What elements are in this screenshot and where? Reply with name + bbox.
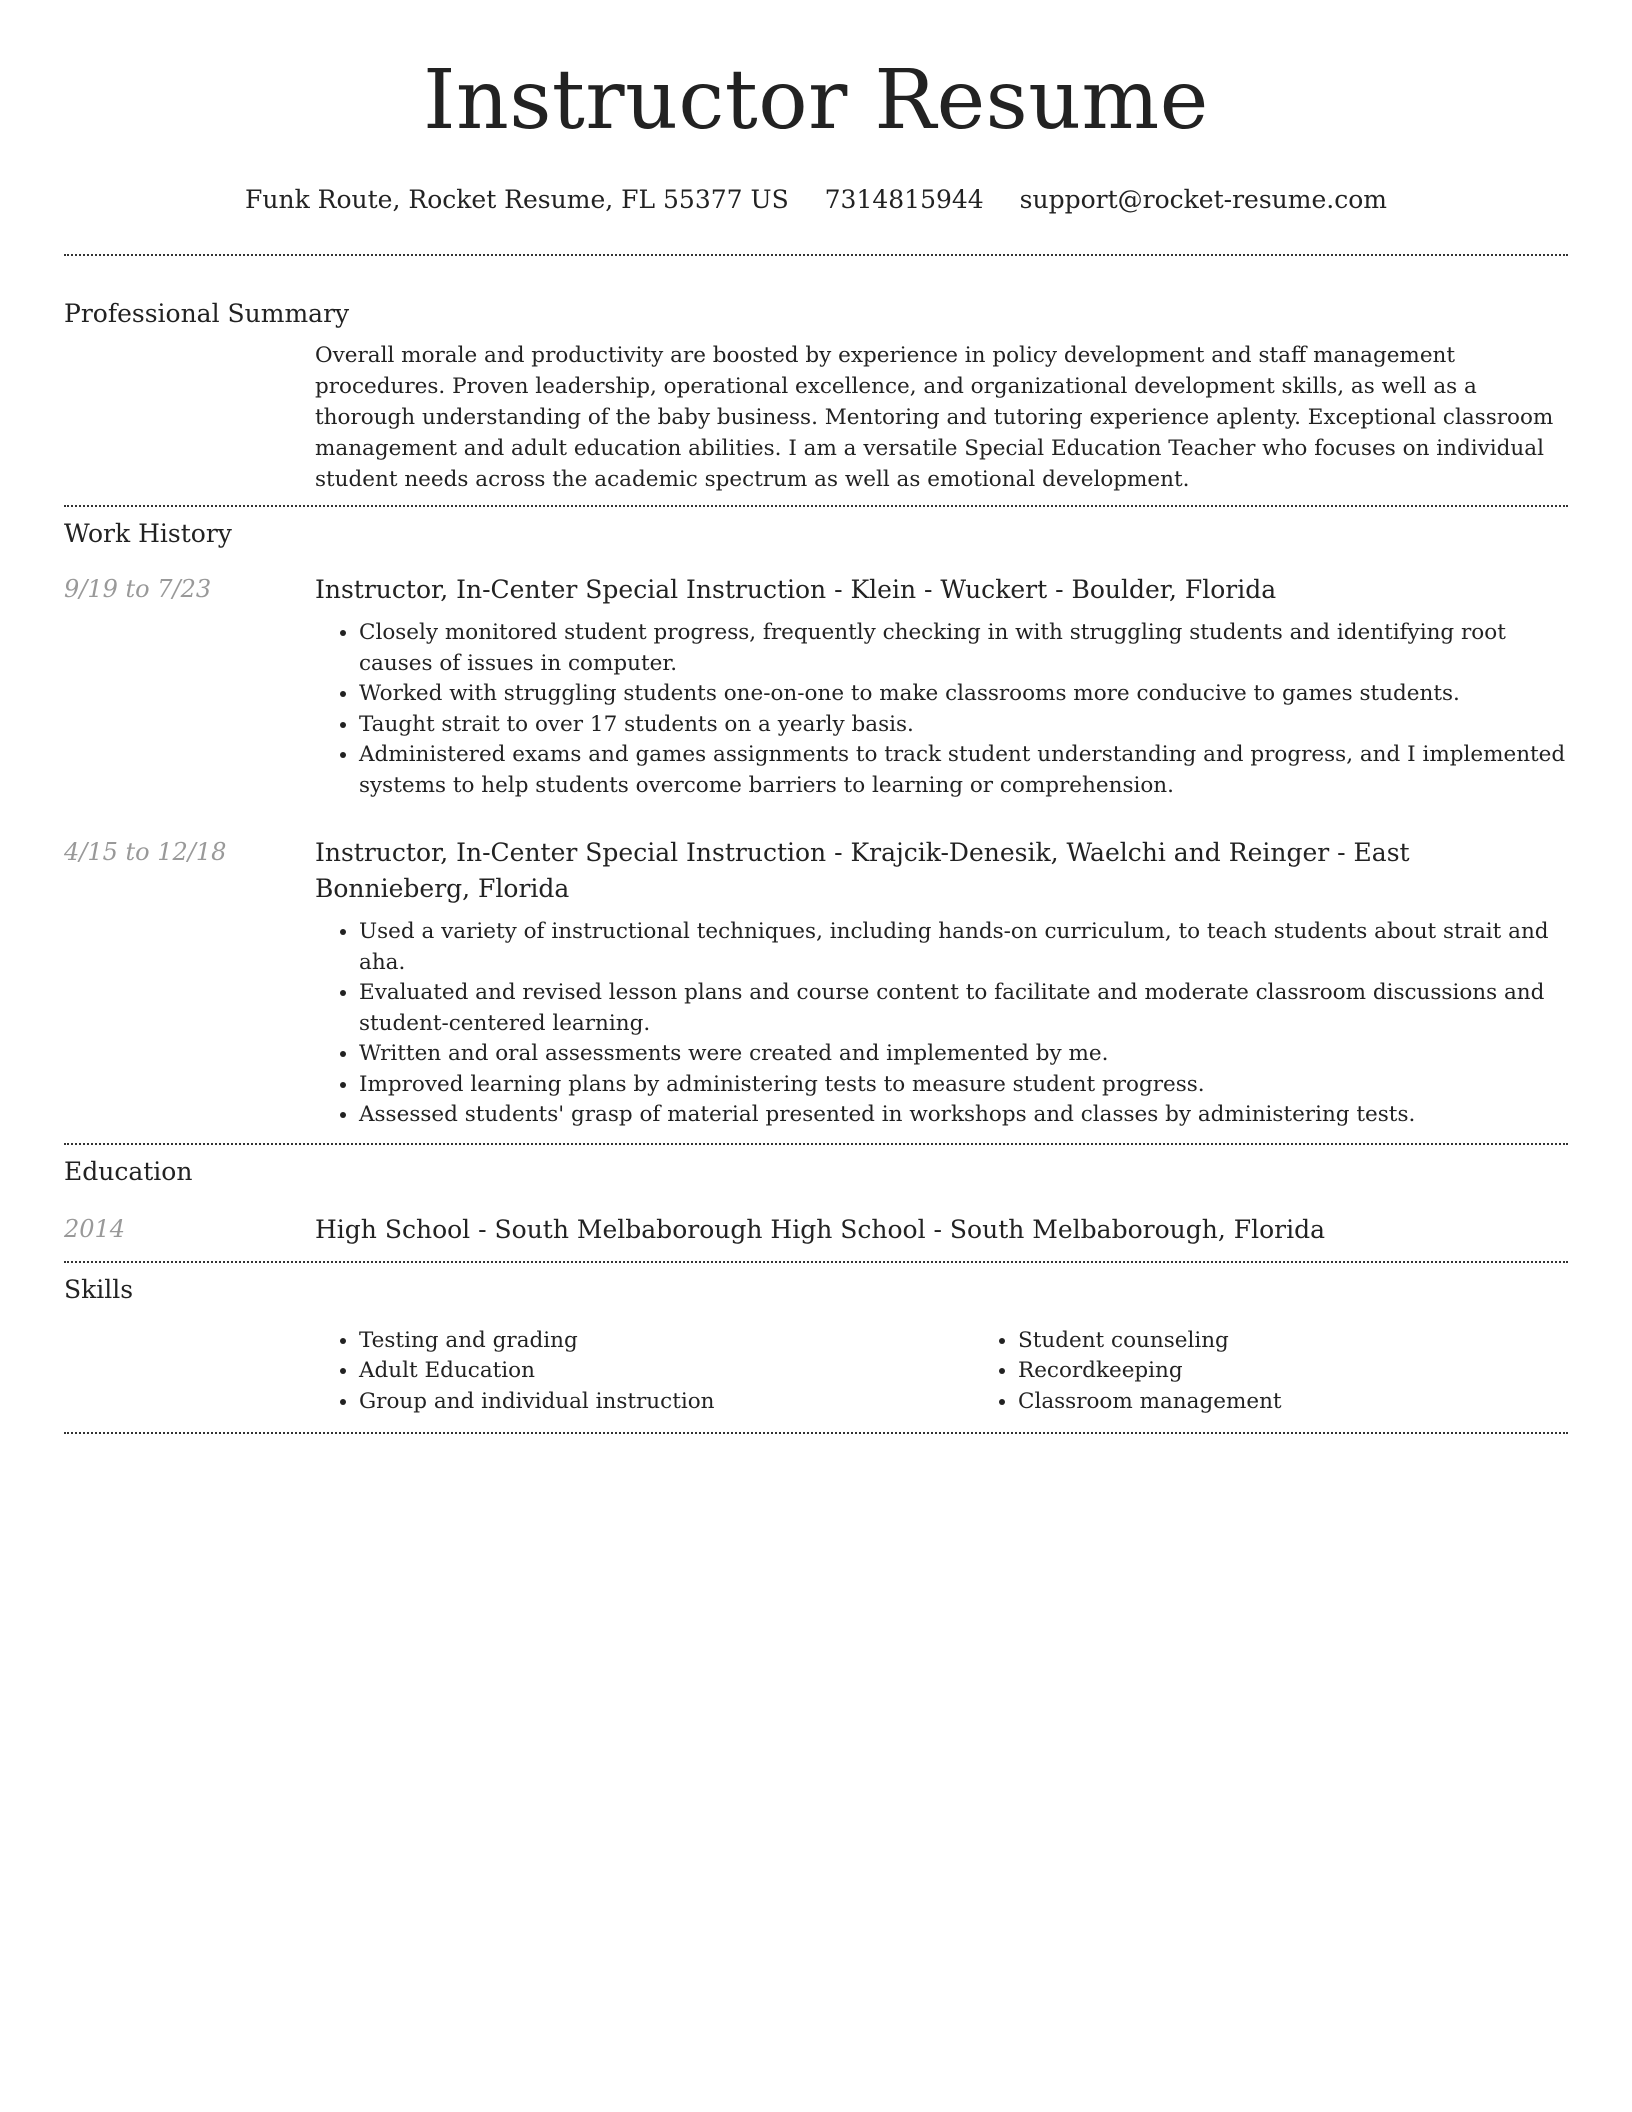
job-dates: 4/15 to 12/18 [64, 838, 227, 866]
list-item: • Used a variety of instructional techniques, including hands-on curriculum, to teach students about strait and aha. [359, 917, 1568, 978]
contact-phone: 7314815944 [824, 185, 984, 214]
divider [64, 505, 1568, 507]
skills-list-1 [315, 1326, 974, 1418]
list-item: • Assessed students' grasp of material presented in workshops and classes by administering tests. [359, 1100, 1568, 1131]
contact-line [64, 184, 1568, 216]
list-item: • Administered exams and games assignments to track student understanding and progress, and I implemented systems to help students overcome barriers to learning or comprehension. [359, 740, 1568, 801]
list-item: • Closely monitored student progress, frequently checking in with struggling students and identifying root causes of issues in computer. [359, 618, 1568, 679]
contact-email: support@rocket-resume.com [1019, 185, 1387, 214]
section-title-education: Education [64, 1156, 193, 1186]
education-year: 2014 [64, 1214, 126, 1243]
list-item: • Worked with struggling students one-on-one to make classrooms more conducive to games students. [359, 679, 1568, 710]
list-item: • Classroom management [1018, 1387, 1632, 1418]
job-title: Instructor, In-Center Special Instruction - Klein - Wuckert - Boulder, Florida [315, 575, 1277, 604]
job-entry [64, 572, 1568, 801]
divider [64, 1261, 1568, 1263]
skills-grid [315, 1326, 1632, 1418]
list-item: • Group and individual instruction [359, 1387, 974, 1418]
section-title-work: Work History [64, 519, 232, 548]
section-title-skills: Skills [64, 1274, 134, 1304]
job-dates: 9/19 to 7/23 [64, 575, 212, 603]
divider [64, 1143, 1568, 1145]
summary-text: Overall morale and productivity are boosted by experience in policy development and staff management procedures. Proven leadership, operational excellence, and organizational development skills, as well as a thorough understanding of the baby business. Mentoring and tutoring experience aplenty. Exceptional classroom management and adult education abilities. I am a versatile Special Education Teacher who focuses on individual student needs across the academic spectrum as well as emotional development. [315, 343, 1554, 492]
list-item: • Improved learning plans by administering tests to measure student progress. [359, 1070, 1568, 1101]
skills-list-2 [974, 1326, 1632, 1418]
job-title: Instructor, In-Center Special Instruction - Krajcik-Denesik, Waelchi and Reinger - East Bonnieberg, Florida [315, 838, 1410, 903]
contact-address: Funk Route, Rocket Resume, FL 55377 US [245, 185, 789, 214]
job-bullets [315, 618, 1568, 801]
education-text: High School - South Melbaborough High School - South Melbaborough, Florida [315, 1214, 1325, 1244]
list-item: • Written and oral assessments were created and implemented by me. [359, 1039, 1568, 1070]
list-item: • Testing and grading [359, 1326, 974, 1357]
list-item: • Adult Education [359, 1356, 974, 1387]
list-item: • Recordkeeping [1018, 1356, 1632, 1387]
education-entry [64, 1212, 1568, 1248]
job-entry [64, 835, 1568, 1131]
list-item: • Evaluated and revised lesson plans and course content to facilitate and moderate classroom discussions and student-centered learning. [359, 978, 1568, 1039]
page-title: Instructor Resume [423, 53, 1209, 148]
resume-page [64, 0, 1568, 1434]
list-item: • Student counseling [1018, 1326, 1632, 1357]
section-title-summary: Professional Summary [64, 299, 350, 328]
work-section [64, 518, 1568, 1131]
job-bullets [315, 917, 1568, 1131]
divider [64, 1432, 1568, 1434]
divider [64, 254, 1568, 256]
education-section [64, 1156, 1568, 1248]
summary-section [64, 298, 1568, 495]
skills-section [64, 1274, 1568, 1418]
list-item: • Taught strait to over 17 students on a yearly basis. [359, 710, 1568, 741]
